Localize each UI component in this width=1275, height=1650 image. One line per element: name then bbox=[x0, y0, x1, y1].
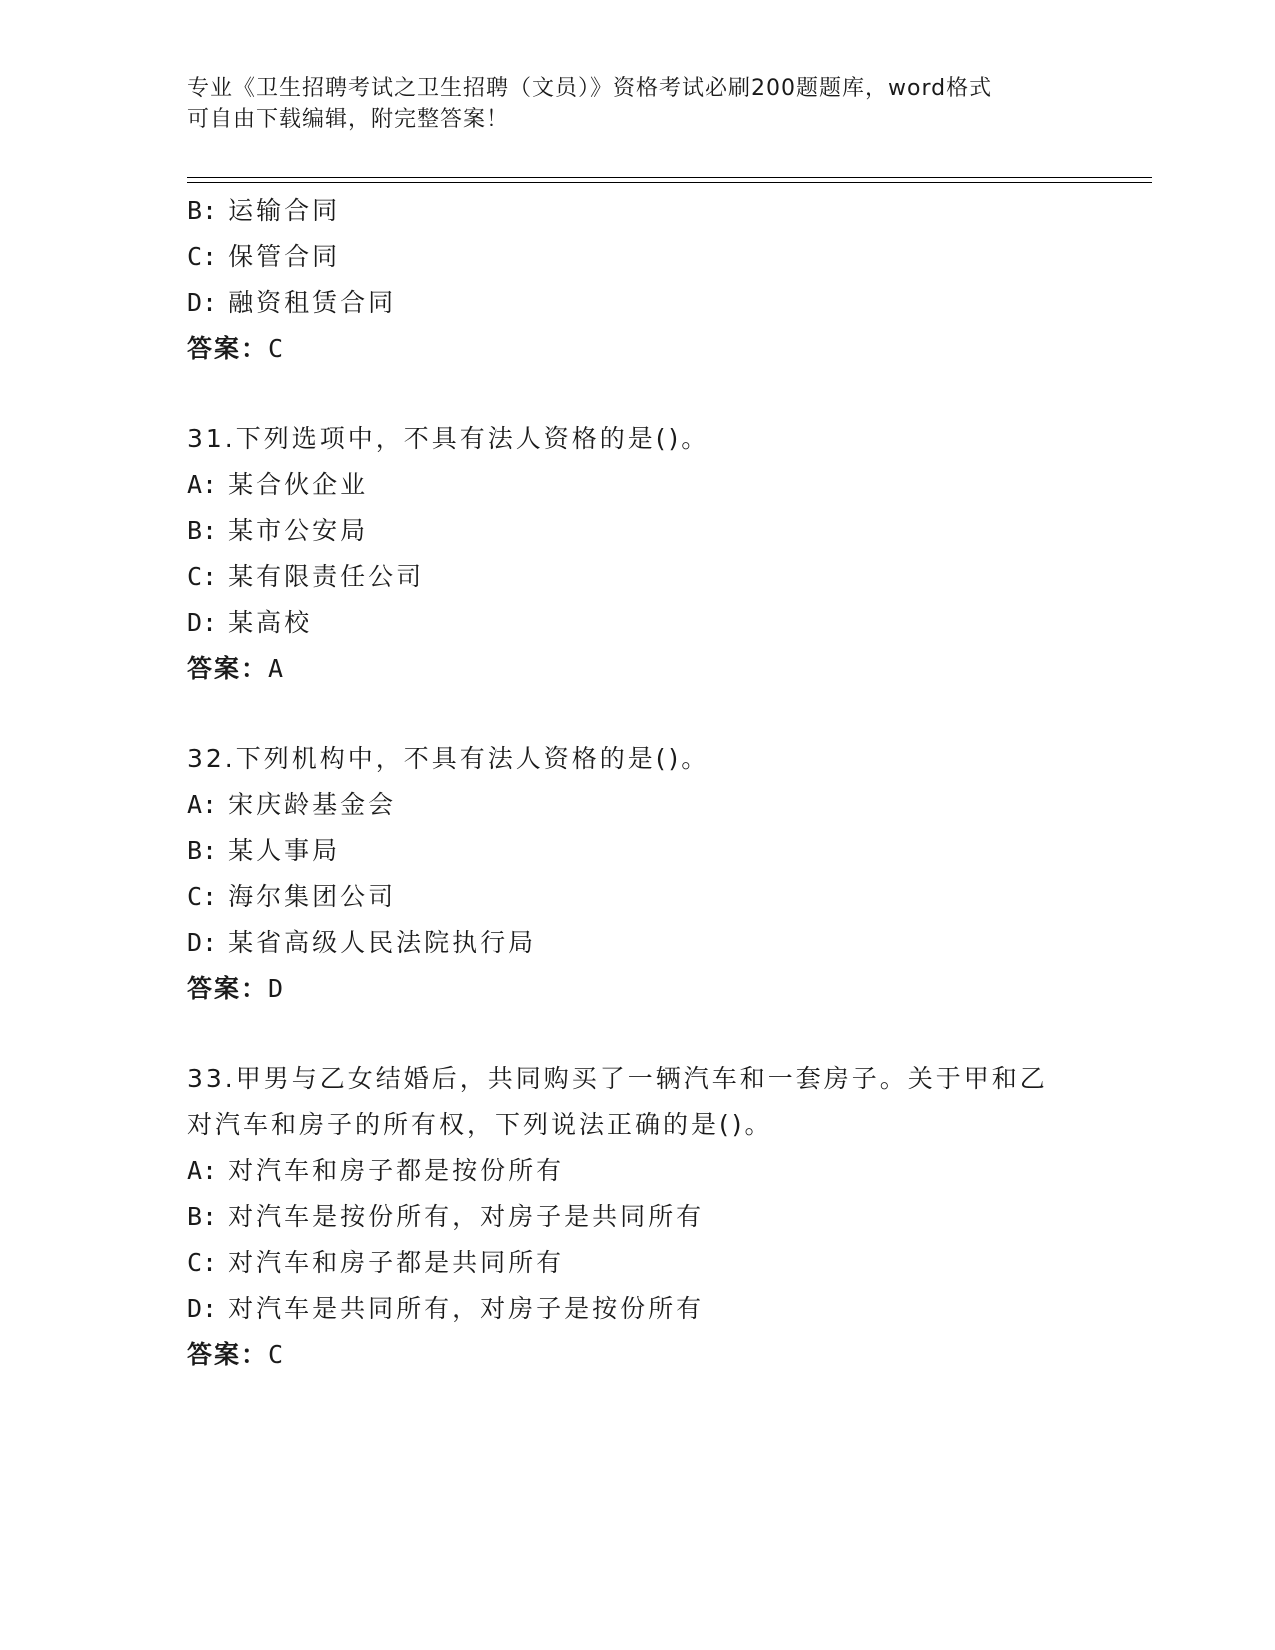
answer-line: 答案：A bbox=[187, 654, 284, 683]
question-stem: 31.下列选项中，不具有法人资格的是()。 bbox=[187, 424, 710, 453]
header-divider-top bbox=[187, 177, 1152, 178]
option-c: C: 对汽车和房子都是共同所有 bbox=[187, 1248, 565, 1277]
option-d: D: 某高校 bbox=[187, 608, 313, 637]
option-b: B: 某市公安局 bbox=[187, 516, 369, 545]
option-c: C: 某有限责任公司 bbox=[187, 562, 425, 591]
option-d: D: 融资租赁合同 bbox=[187, 288, 397, 317]
answer-line: 答案：D bbox=[187, 974, 284, 1003]
header-title-line-1: 专业《卫生招聘考试之卫生招聘（文员）》资格考试必刷200题题库，word格式 bbox=[187, 76, 993, 101]
document-header bbox=[187, 73, 1087, 135]
question-block-32 bbox=[187, 736, 1147, 1012]
question-stem-line-1: 33.甲男与乙女结婚后，共同购买了一辆汽车和一套房子。关于甲和乙 bbox=[187, 1064, 1048, 1093]
option-b: B: 运输合同 bbox=[187, 196, 341, 225]
question-list bbox=[187, 188, 1147, 1378]
question-block-33 bbox=[187, 1056, 1147, 1378]
header-title-line-2: 可自由下载编辑，附完整答案！ bbox=[187, 107, 510, 132]
answer-line: 答案：C bbox=[187, 334, 284, 363]
option-b: B: 对汽车是按份所有，对房子是共同所有 bbox=[187, 1202, 705, 1231]
option-d: D: 对汽车是共同所有，对房子是按份所有 bbox=[187, 1294, 705, 1323]
option-a: A: 对汽车和房子都是按份所有 bbox=[187, 1156, 565, 1185]
question-block-continued bbox=[187, 188, 1147, 372]
header-divider-bottom bbox=[187, 182, 1152, 183]
option-c: C: 保管合同 bbox=[187, 242, 341, 271]
option-a: A: 宋庆龄基金会 bbox=[187, 790, 397, 819]
option-a: A: 某合伙企业 bbox=[187, 470, 369, 499]
option-c: C: 海尔集团公司 bbox=[187, 882, 397, 911]
option-d: D: 某省高级人民法院执行局 bbox=[187, 928, 537, 957]
answer-line: 答案：C bbox=[187, 1340, 284, 1369]
question-stem: 32.下列机构中，不具有法人资格的是()。 bbox=[187, 744, 710, 773]
question-block-31 bbox=[187, 416, 1147, 692]
question-stem-line-2: 对汽车和房子的所有权，下列说法正确的是()。 bbox=[187, 1110, 773, 1139]
option-b: B: 某人事局 bbox=[187, 836, 341, 865]
